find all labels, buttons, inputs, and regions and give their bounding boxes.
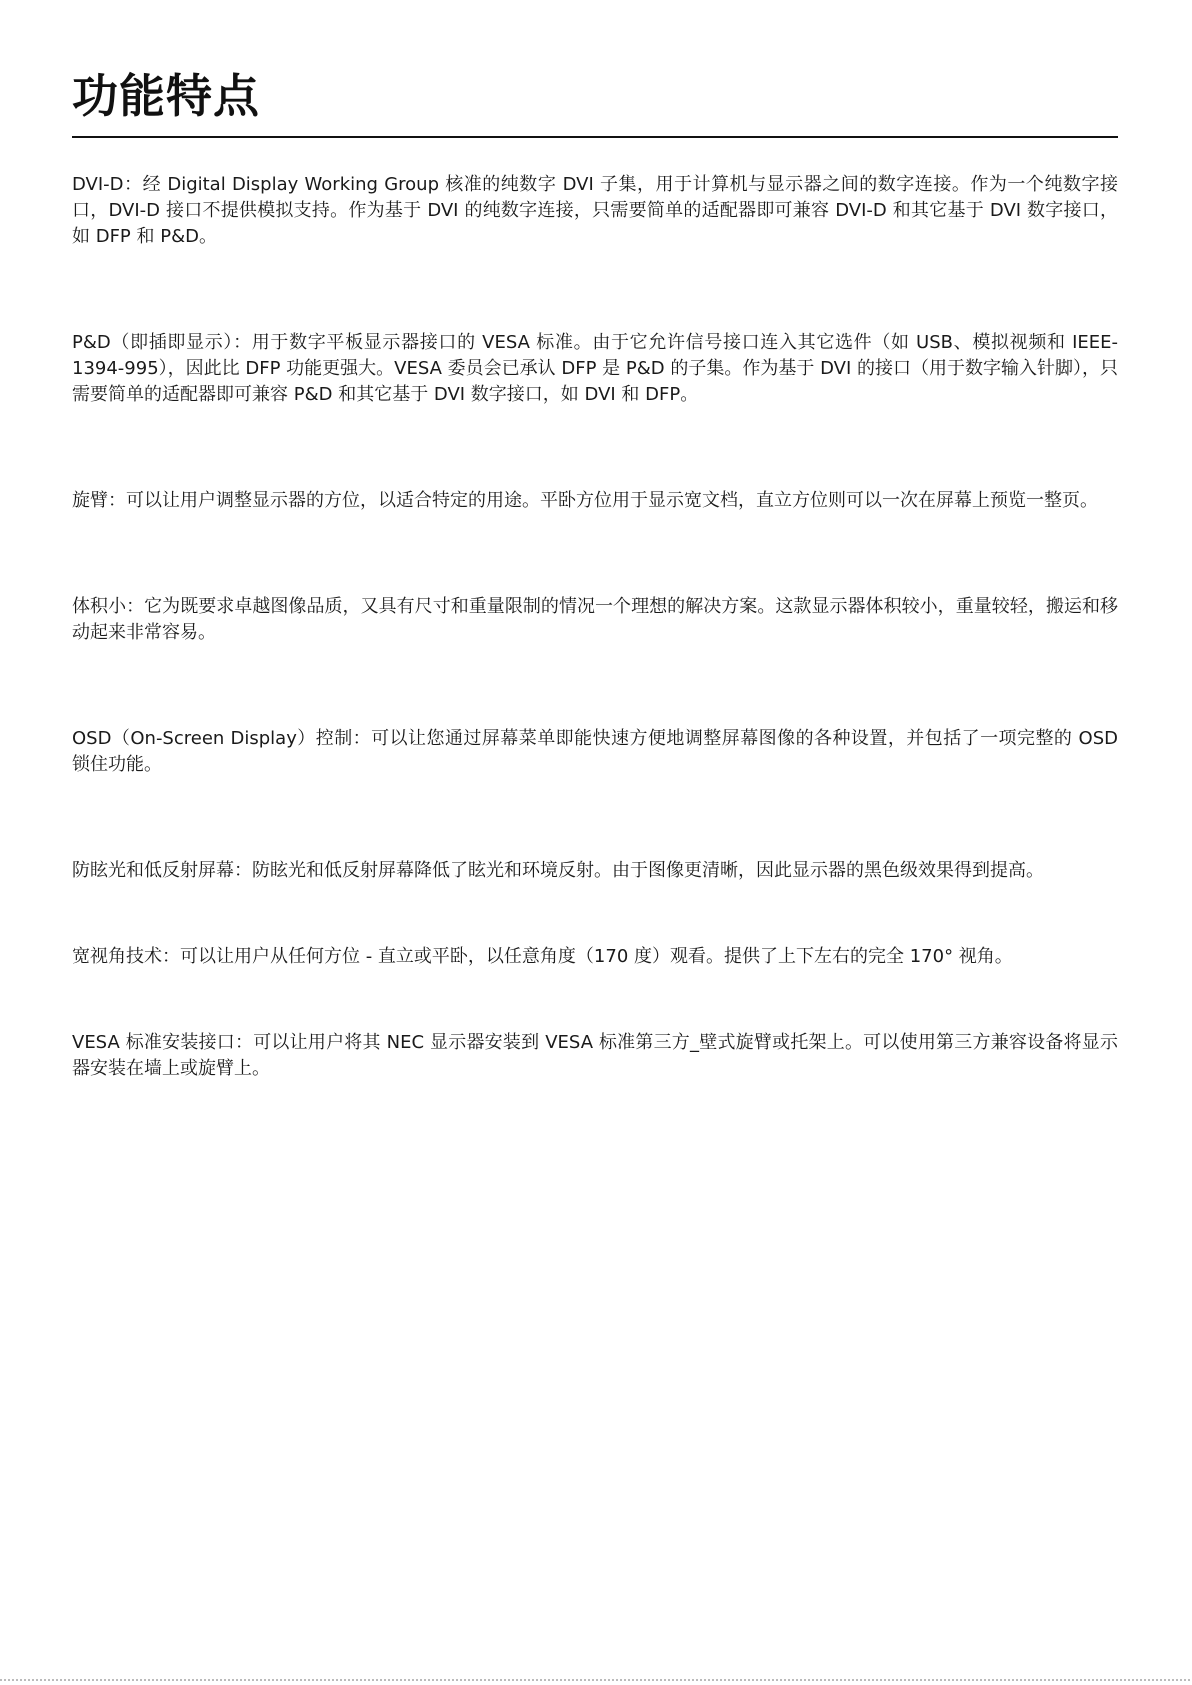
document-page <box>72 0 1118 1162</box>
feature-text: ：用于数字平板显示器接口的 VESA 标准。由于它允许信号接口连入其它选件（如 USB、模拟视频和 IEEE-1394-995），因此比 DFP 功能更强大。VESA 委员会已承认 DFP 是 P&D 的子集。作为基于 DVI 的接口（用于数字输入针脚），只需要简单的适配器即可兼容 P&D 和其它基于 DVI 数字接口，如 DVI 和 DFP。 <box>72 332 1118 405</box>
feature-term: DVI-D <box>72 174 124 195</box>
feature-term: P&D（即插即显示） <box>72 332 234 353</box>
feature-text: ：可以让用户调整显示器的方位，以适合特定的用途。平卧方位用于显示宽文档，直立方位则可以一次在屏幕上预览一整页。 <box>108 490 1098 511</box>
feature-osd-control <box>72 726 1118 778</box>
title-divider <box>72 136 1118 138</box>
feature-text: ：经 Digital Display Working Group 核准的纯数字 DVI 子集，用于计算机与显示器之间的数字连接。作为一个纯数字接口，DVI-D 接口不提供模拟支持。作为基于 DVI 的纯数字连接，只需要简单的适配器即可兼容 DVI-D 和其它基于 DVI 数字接口，如 DFP 和 P&D。 <box>72 174 1118 247</box>
feature-term: 旋臂 <box>72 490 108 511</box>
feature-p-and-d <box>72 330 1118 408</box>
page-title: 功能特点 <box>72 69 260 123</box>
feature-text: ：可以让用户将其 NEC 显示器安装到 VESA 标准第三方_壁式旋臂或托架上。可以使用第三方兼容设备将显示器安装在墙上或旋臂上。 <box>72 1032 1118 1079</box>
feature-dvi-d <box>72 172 1118 250</box>
feature-term: 体积小 <box>72 596 127 617</box>
feature-text: ：它为既要求卓越图像品质，又具有尺寸和重量限制的情况一个理想的解决方案。这款显示器体积较小，重量较轻，搬运和移动起来非常容易。 <box>72 596 1118 643</box>
feature-wide-viewing-angle <box>72 944 1118 970</box>
feature-vesa-mount <box>72 1030 1118 1082</box>
feature-text: ：防眩光和低反射屏幕降低了眩光和环境反射。由于图像更清晰，因此显示器的黑色级效果得到提高。 <box>234 860 1044 881</box>
feature-term: OSD（On-Screen Display）控制 <box>72 728 353 749</box>
feature-text: ：可以让用户从任何方位 - 直立或平卧，以任意角度（170 度）观看。提供了上下左右的完全 170° 视角。 <box>162 946 1013 967</box>
feature-term: 防眩光和低反射屏幕 <box>72 860 234 881</box>
feature-swivel-arm <box>72 488 1118 514</box>
feature-term: 宽视角技术 <box>72 946 162 967</box>
feature-anti-glare-screen <box>72 858 1118 884</box>
feature-text: ：可以让您通过屏幕菜单即能快速方便地调整屏幕图像的各种设置，并包括了一项完整的 OSD 锁住功能。 <box>72 728 1119 775</box>
feature-term: VESA 标准安装接口 <box>72 1032 235 1053</box>
feature-compact-size <box>72 594 1118 646</box>
bottom-dotted-border <box>0 1679 1192 1681</box>
